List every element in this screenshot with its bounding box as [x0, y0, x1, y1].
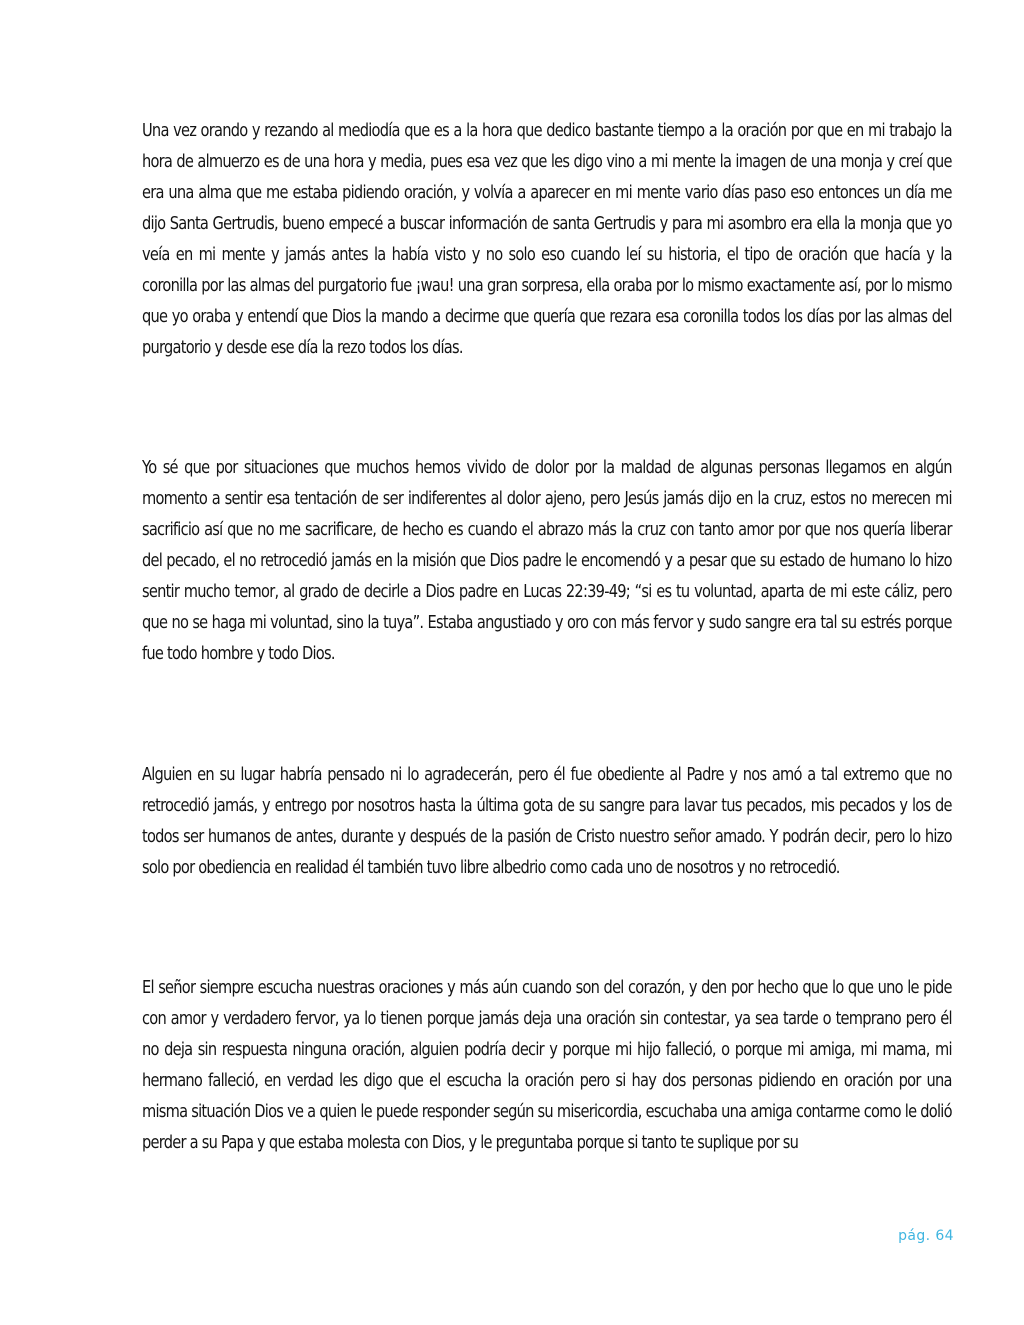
paragraph-3: Alguien en su lugar habría pensado ni lo agradecerán, pero él fue obediente al Padre y nos amó a tal extremo que no retrocedió jamás, y entrego por nosotros hasta la última gota de su sangre para lavar tus pecados, mis pecados y los de todos ser humanos de antes, durante y después de la pasión de Cristo nuestro señor amado. Y podrán decir, pero lo hizo solo por obediencia en realidad él también tuvo libre albedrio como cada uno de nosotros y no retrocedió.	[142, 765, 952, 878]
paragraph-1: Una vez orando y rezando al mediodía que es a la hora que dedico bastante tiempo a la oración por que en mi trabajo la hora de almuerzo es de una hora y media, pues esa vez que les digo vino a mi mente la imagen de una monja y creí que era una alma que me estaba pidiendo oración, y volvía a aparecer en mi mente vario días paso eso entonces un día me dijo Santa Gertrudis, bueno empecé a buscar información de santa Gertrudis y para mi asombro era ella la monja que yo veía en mi mente y jamás antes la había visto y no solo eso cuando leí su historia, el tipo de oración que hacía y la coronilla por las almas del purgatorio fue ¡wau! una gran sorpresa, ella oraba por lo mismo exactamente así, por lo mismo que yo oraba y entendí que Dios la mando a decirme que quería que rezara esa coronilla todos los días por las almas del purgatorio y desde ese día la rezo todos los días.	[142, 121, 952, 358]
paragraph-4: El señor siempre escucha nuestras oraciones y más aún cuando son del corazón, y den por hecho que lo que uno le pide con amor y verdadero fervor, ya lo tienen porque jamás deja una oración sin contestar, ya sea tarde o temprano pero él no deja sin respuesta ninguna oración, alguien podría decir y porque mi hijo falleció, o porque mi amiga, mi mama, mi hermano falleció, en verdad les digo que el escucha la oración pero si hay dos personas pidiendo en oración por una misma situación Dios ve a quien le puede responder según su misericordia, escuchaba una amiga contarme como le dolió perder a su Papa y que estaba molesta con Dios, y le preguntaba porque si tanto te suplique por su	[142, 978, 952, 1153]
paragraph-2: Yo sé que por situaciones que muchos hemos vivido de dolor por la maldad de algunas personas llegamos en algún momento a sentir esa tentación de ser indiferentes al dolor ajeno, pero Jesús jamás dijo en la cruz, estos no merecen mi sacrificio así que no me sacrificare, de hecho es cuando el abrazo más la cruz con tanto amor por que nos quería liberar del pecado, el no retrocedió jamás en la misión que Dios padre le encomendó y a pesar que su estado de humano lo hizo sentir mucho temor, al grado de decirle a Dios padre en Lucas 22:39-49; “si es tu voluntad, aparta de mi este cáliz, pero que no se haga mi voluntad, sino la tuya”. Estaba angustiado y oro con más fervor y sudo sangre era tal su estrés porque fue todo hombre y todo Dios.	[142, 458, 952, 664]
page-number: pág. 64	[898, 1228, 954, 1244]
